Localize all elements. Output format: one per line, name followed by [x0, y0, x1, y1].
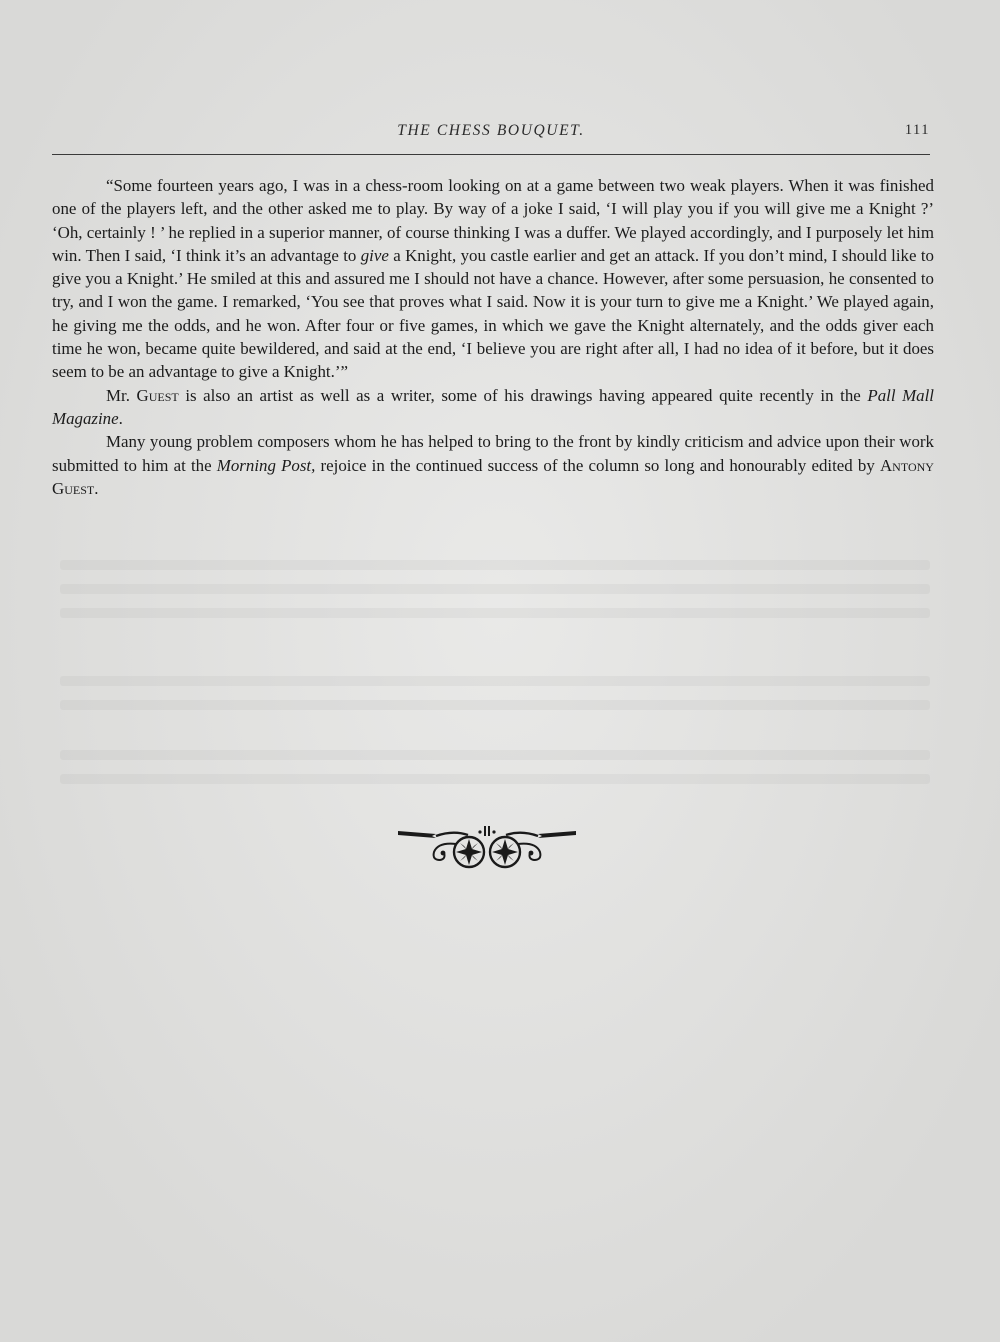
text-line: “Some fourteen years ago, I was in a chess-room looking on at a game between two weak players. [106, 176, 784, 195]
emphasis-give: give [360, 245, 389, 265]
text-line: a Knight, you castle earlier and get an attack. If you don’t mind, I should like to [393, 245, 934, 265]
running-title: THE CHESS BOUQUET. [397, 122, 585, 139]
show-through-line [60, 700, 930, 710]
paragraph-problem-composers [52, 430, 934, 500]
text-line: it is your turn to give me a Knight.’ We played again, he giving me the odds, and he won. After four [52, 292, 934, 335]
text-line: does seem to be an advantage to give a Knight.’” [52, 339, 934, 382]
show-through-line [60, 774, 930, 784]
show-through-line [60, 676, 930, 686]
show-through-line [60, 584, 930, 594]
magazine-title: Pall Mall Magazine [52, 385, 935, 428]
text-span: rejoice in the continued success of the [320, 455, 584, 475]
text-span: column so long and honourably edited by [588, 455, 875, 475]
show-through-line [60, 750, 930, 760]
text-line: When it was finished one of the players left, and the other asked me to play. By way of a joke I said, ‘I [52, 176, 934, 219]
text-line: or five games, in which we gave the Knight alternately, and the odds giver each time he won, became [52, 315, 935, 359]
author-name: Antony Guest [52, 455, 934, 498]
text-line: an advantage to [250, 245, 357, 265]
text-line: quite bewildered, and said at the end, ‘I believe you are right after all, I had no idea of it before, but it [201, 339, 899, 359]
text-line: thinking I was a duffer. We played accordingly, and I purposely let him win. Then I said, ‘I think it’s [52, 222, 934, 265]
text-line: give you a Knight.’ He smiled at this and assured me I should not have a chance. However, after some [52, 269, 744, 289]
show-through-line [60, 608, 930, 618]
paragraph-anecdote [52, 174, 934, 384]
text-span: advice upon their work submitted to him at the [52, 432, 934, 475]
header-rule [52, 154, 930, 155]
body-text [52, 174, 934, 500]
text-span: . [118, 408, 123, 428]
paragraph-artist [52, 384, 934, 431]
text-span: . [94, 478, 99, 498]
show-through-line [60, 560, 930, 570]
text-span: is also an artist as well as a writer, some of his drawings having appeared quite recently [185, 385, 814, 405]
text-line: persuasion, he consented to try, and I won the game. I remarked, ‘You see that proves what I said. Now [52, 269, 934, 312]
text-line: will play you if you will give me a Knight ?’ ‘Oh, certainly ! ’ he replied in a superior manner, of course [52, 199, 934, 242]
page-header [52, 122, 930, 146]
text-span: Many young problem composers whom he has helped to bring to the front by kindly criticism and [106, 432, 773, 452]
text-span: Mr. [106, 385, 130, 405]
floral-tailpiece-ornament-icon [398, 824, 576, 872]
text-span: in the [820, 385, 861, 405]
author-name: Guest [136, 385, 179, 405]
newspaper-title: Morning Post, [216, 455, 316, 475]
page-number: 111 [904, 122, 930, 138]
